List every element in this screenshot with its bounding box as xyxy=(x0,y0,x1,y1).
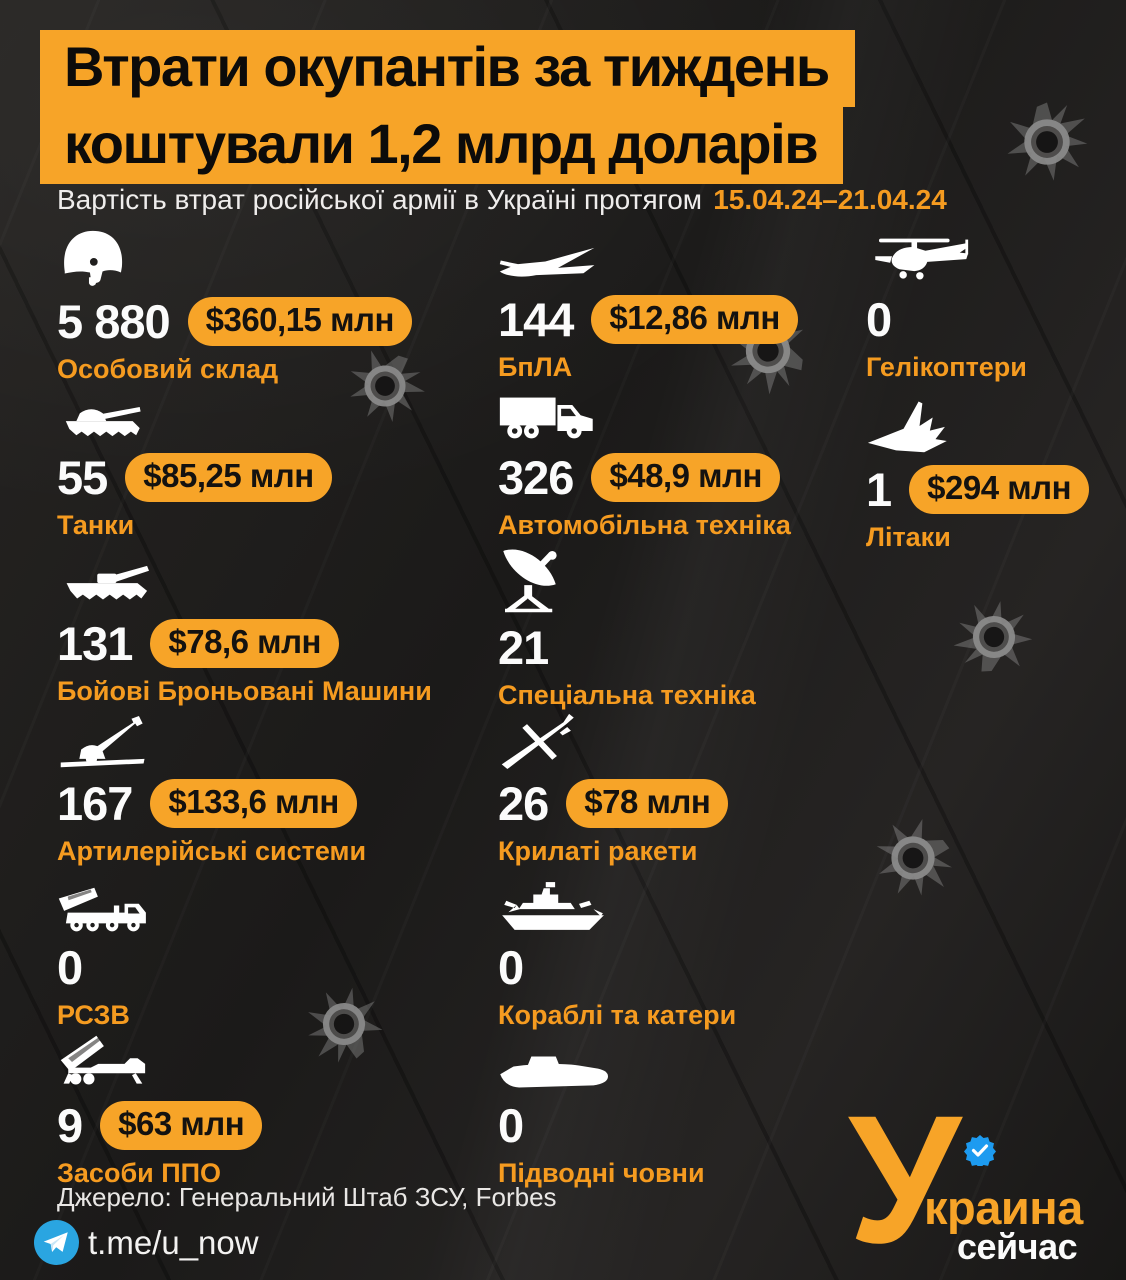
stat-label: Автомобільна техніка xyxy=(498,510,791,540)
source-text: Джерело: Генеральний Штаб ЗСУ, Forbes xyxy=(57,1182,557,1212)
stat-label: Літаки xyxy=(866,522,951,552)
stat-planes xyxy=(866,394,1089,553)
stat-label: Кораблі та катери xyxy=(498,1000,737,1030)
stat-special-equipment xyxy=(498,544,756,711)
stat-label: Танки xyxy=(57,510,135,540)
fighter-jet-icon xyxy=(866,394,1089,456)
subtitle-dates: 15.04.24–21.04.24 xyxy=(713,184,947,215)
stat-label: Артилерійські системи xyxy=(57,836,367,866)
telegram-link[interactable] xyxy=(34,1220,259,1265)
cost-badge: $63 млн xyxy=(100,1101,262,1150)
stat-cruise-missiles xyxy=(498,712,728,867)
subtitle xyxy=(57,184,947,216)
stat-count: 9 xyxy=(57,1099,83,1152)
stat-submarines xyxy=(498,1052,705,1189)
stat-label: Крилаті ракети xyxy=(498,836,698,866)
stat-label: Засоби ППО xyxy=(57,1158,222,1188)
stat-uav xyxy=(498,246,798,383)
sam-icon xyxy=(57,1032,262,1092)
stat-label: Спеціальна техніка xyxy=(498,680,756,710)
stat-label: Бойові Броньовані Машини xyxy=(57,676,432,706)
cruise-missile-icon xyxy=(498,712,728,770)
bullet-hole-icon xyxy=(864,809,962,907)
stat-count: 0 xyxy=(498,941,524,994)
telegram-plane-icon xyxy=(34,1220,79,1265)
stat-label: РСЗВ xyxy=(57,1000,130,1030)
bullet-hole-icon xyxy=(944,587,1044,687)
stat-count: 26 xyxy=(498,777,549,830)
logo-big-letter: У xyxy=(848,1077,962,1280)
stat-label: Підводні човни xyxy=(498,1158,705,1188)
cost-badge: $78,6 млн xyxy=(150,619,339,668)
verified-badge-icon xyxy=(964,1134,996,1166)
apc-icon xyxy=(57,564,432,610)
page-title xyxy=(40,30,855,184)
stat-air-defense xyxy=(57,1032,262,1189)
title-line-2: коштували 1,2 млрд доларів xyxy=(40,107,843,184)
bullet-hole-icon xyxy=(294,974,394,1074)
subtitle-text: Вартість втрат російської армії в Україні протягом xyxy=(57,184,703,215)
stat-afv xyxy=(57,564,432,707)
cost-badge: $360,15 млн xyxy=(188,297,412,346)
stat-ships xyxy=(498,880,736,1031)
cost-badge: $133,6 млн xyxy=(150,779,356,828)
truck-icon xyxy=(498,392,791,444)
stat-count: 55 xyxy=(57,451,108,504)
stat-count: 5 880 xyxy=(57,295,170,348)
stat-artillery xyxy=(57,716,366,867)
stat-count: 21 xyxy=(498,621,549,674)
stat-vehicles xyxy=(498,392,791,541)
helicopter-icon xyxy=(866,234,1027,286)
stat-count: 131 xyxy=(57,617,133,670)
stat-count: 167 xyxy=(57,777,133,830)
bullet-hole-icon xyxy=(1005,100,1089,184)
stat-label: Особовий склад xyxy=(57,354,279,384)
stat-personnel xyxy=(57,226,412,385)
satellite-dish-icon xyxy=(498,544,756,614)
submarine-icon xyxy=(498,1052,705,1092)
helmet-icon xyxy=(57,226,412,288)
cost-badge: $85,25 млн xyxy=(125,453,331,502)
telegram-handle: t.me/u_now xyxy=(88,1223,259,1261)
cost-badge: $12,86 млн xyxy=(591,295,797,344)
logo-word-bottom: сейчас xyxy=(957,1226,1078,1267)
ship-icon xyxy=(498,880,736,934)
stat-helicopters xyxy=(866,234,1027,383)
stat-count: 326 xyxy=(498,451,574,504)
stat-count: 0 xyxy=(866,293,892,346)
logo-word-top: краина xyxy=(924,1181,1083,1234)
stat-count: 0 xyxy=(498,1099,524,1152)
stat-count: 0 xyxy=(57,941,83,994)
drone-icon xyxy=(498,246,798,286)
stat-mlrs xyxy=(57,886,151,1031)
title-line-1: Втрати окупантів за тиждень xyxy=(40,30,855,107)
tank-icon xyxy=(57,400,332,444)
cost-badge: $78 млн xyxy=(566,779,728,828)
stat-label: БпЛА xyxy=(498,352,573,382)
stat-count: 144 xyxy=(498,293,574,346)
stat-count: 1 xyxy=(866,463,892,516)
stat-label: Гелікоптери xyxy=(866,352,1027,382)
mlrs-icon xyxy=(57,886,151,934)
artillery-icon xyxy=(57,716,366,770)
cost-badge: $294 млн xyxy=(909,465,1089,514)
cost-badge: $48,9 млн xyxy=(591,453,780,502)
stat-tanks xyxy=(57,400,332,541)
